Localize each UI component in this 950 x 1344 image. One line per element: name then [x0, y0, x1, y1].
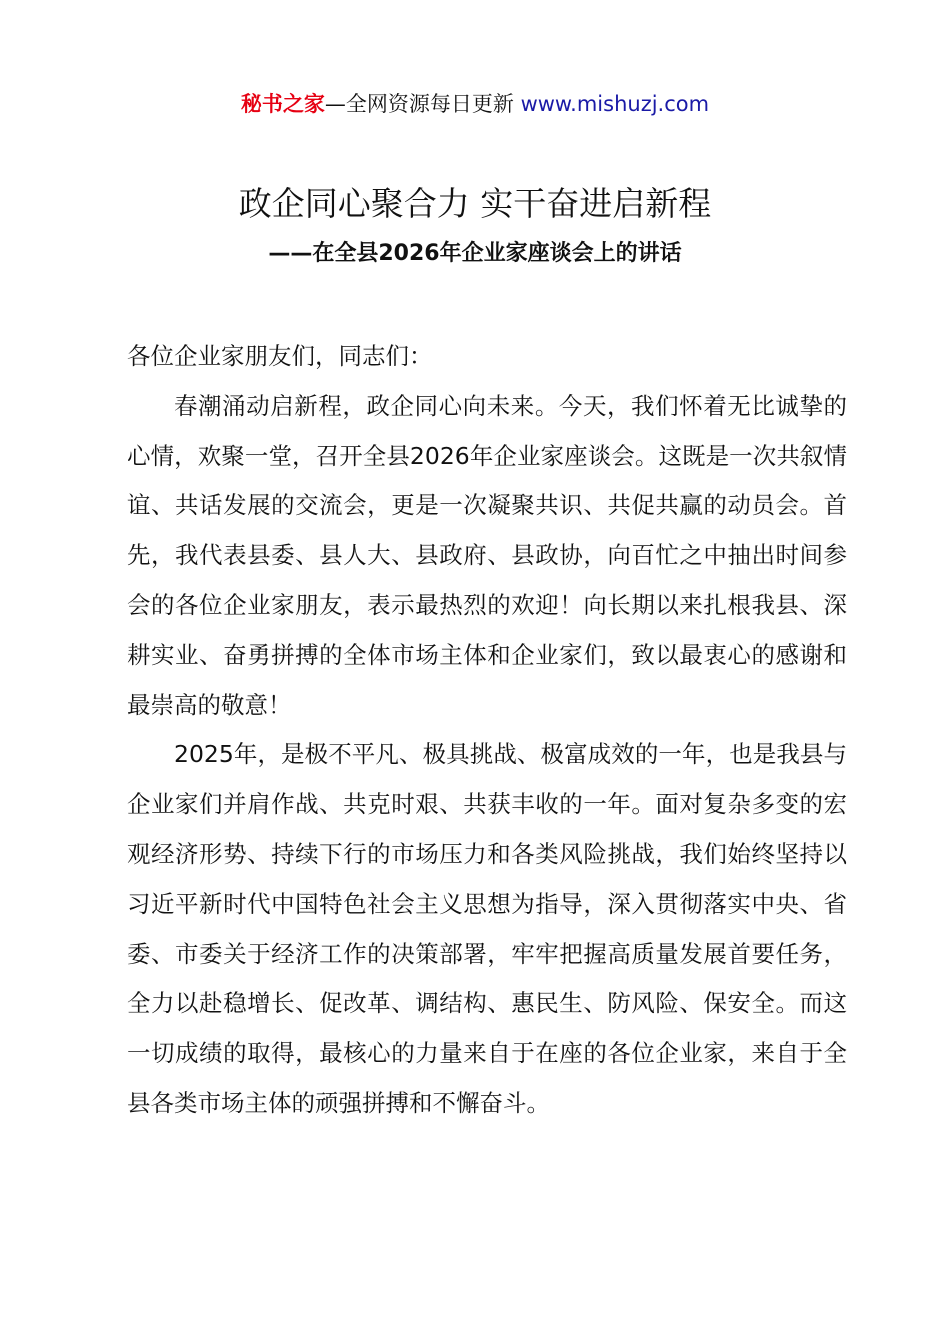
site-brand: 秘书之家 — [240, 92, 325, 116]
site-slogan: —全网资源每日更新 — [324, 92, 514, 116]
paragraph-2: 2025年，是极不平凡、极具挑战、极富成效的一年，也是我县与企业家们并肩作战、共克时艰、共获丰收的一年。面对复杂多变的宏观经济形势、持续下行的市场压力和各类风险挑战，我们始终坚持以习近平新时代中国特色社会主义思想为指导，深入贯彻落实中央、省委、市委关于经济工作的决策部署，牢牢把握高质量发展首要任务，全力以赴稳增长、促改革、调结构、惠民生、防风险、保安全。而这一切成绩的取得，最核心的力量来自于在座的各位企业家，来自于全县各类市场主体的顽强拼搏和不懈奋斗。 — [127, 740, 847, 1117]
document-title: 政企同心聚合力 实干奋进启新程 — [238, 184, 712, 223]
site-url-link[interactable]: www.mishuzj.com — [520, 92, 710, 116]
salutation: 各位企业家朋友们，同志们： — [127, 342, 433, 370]
document-subtitle: ——在全县2026年企业家座谈会上的讲话 — [268, 241, 682, 266]
site-header — [0, 88, 950, 120]
paragraph-1: 春潮涌动启新程，政企同心向未来。今天，我们怀着无比诚挚的心情，欢聚一堂，召开全县2026年企业家座谈会。这既是一次共叙情谊、共话发展的交流会，更是一次凝聚共识、共促共赢的动员会。首先，我代表县委、县人大、县政府、县政协，向百忙之中抽出时间参会的各位企业家朋友，表示最热烈的欢迎！向长期以来扎根我县、深耕实业、奋勇拼搏的全体市场主体和企业家们，致以最衷心的感谢和最崇高的敬意！ — [127, 391, 847, 719]
document-body — [127, 332, 847, 1129]
